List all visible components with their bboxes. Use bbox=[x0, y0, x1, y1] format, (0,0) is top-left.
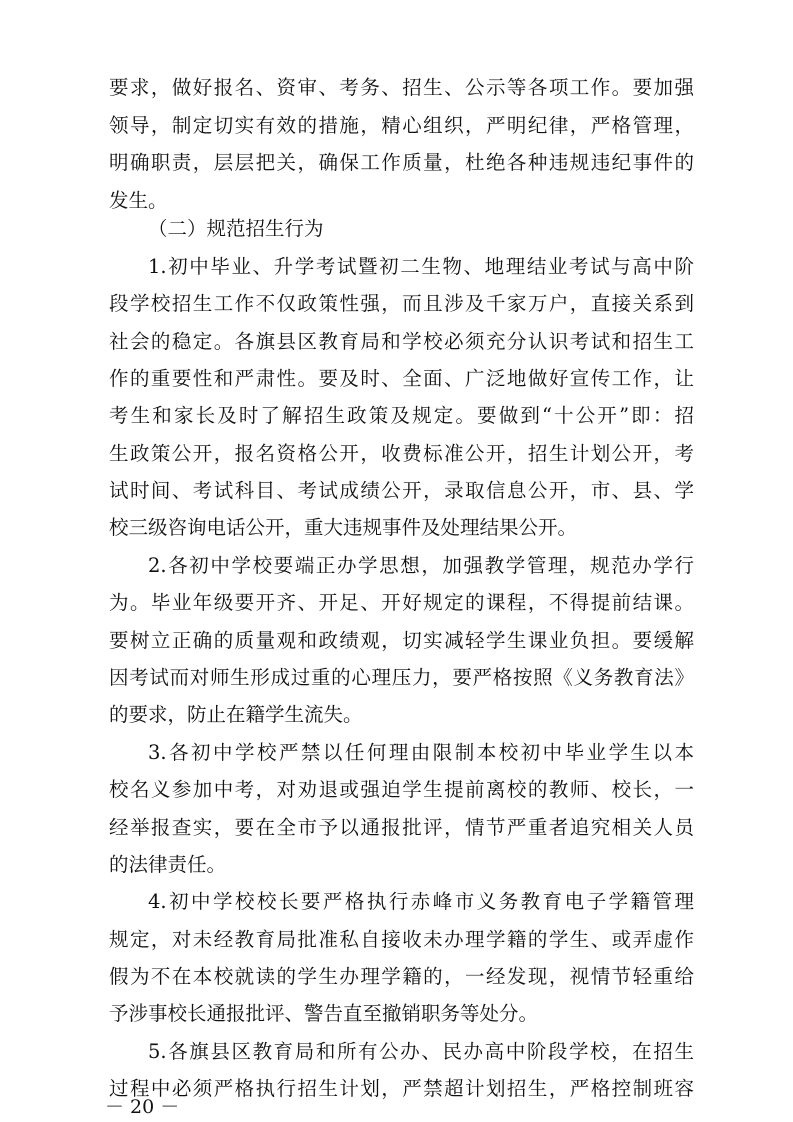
paragraph-line: 过程中必须严格执行招生计划，严禁超计划招生，严格控制班容 bbox=[109, 1077, 694, 1100]
paragraph-line: 规定，对未经教育局批准私自接收未办理学籍的学生、或弄虚作 bbox=[109, 928, 694, 951]
paragraph-line: 的法律责任。 bbox=[109, 853, 227, 876]
paragraph-line: 要树立正确的质量观和政绩观，切实减轻学生课业负担。要缓解 bbox=[109, 629, 694, 652]
paragraph-line: 校三级咨询电话公开，重大违规事件及处理结果公开。 bbox=[109, 516, 578, 539]
paragraph-line: 为。毕业年级要开齐、开足、开好规定的课程，不得提前结课。 bbox=[109, 591, 694, 614]
paragraph-line: 生政策公开，报名资格公开，收费标准公开，招生计划公开，考 bbox=[109, 442, 694, 465]
paragraph-line: 要求，做好报名、资审、考务、招生、公示等各项工作。要加强 bbox=[109, 76, 694, 99]
paragraph-line: 发生。 bbox=[109, 189, 168, 212]
paragraph-line: 作的重要性和严肃性。要及时、全面、广泛地做好宣传工作，让 bbox=[109, 367, 694, 390]
paragraph-line: 1.初中毕业、升学考试暨初二生物、地理结业考试与高中阶 bbox=[148, 255, 694, 278]
paragraph-line: 领导，制定切实有效的措施，精心组织，严明纪律，严格管理， bbox=[109, 114, 694, 137]
paragraph-line: 校名义参加中考，对劝退或强迫学生提前离校的教师、校长，一 bbox=[109, 778, 694, 801]
paragraph-line: 4.初中学校校长要严格执行赤峰市义务教育电子学籍管理 bbox=[148, 890, 694, 913]
paragraph-line: 因考试而对师生形成过重的心理压力，要严格按照《义务教育法》 bbox=[109, 666, 694, 689]
paragraph-line: 假为不在本校就读的学生办理学籍的，一经发现，视情节轻重给 bbox=[109, 965, 694, 988]
paragraph-line: 2.各初中学校要端正办学思想，加强教学管理，规范办学行 bbox=[148, 554, 694, 577]
paragraph-line: 明确职责，层层把关，确保工作质量，杜绝各种违规违纪事件的 bbox=[109, 151, 694, 174]
paragraph-line: 予涉事校长通报批评、警告直至撤销职务等处分。 bbox=[109, 1002, 539, 1025]
paragraph-line: 段学校招生工作不仅政策性强，而且涉及千家万户，直接关系到 bbox=[109, 292, 694, 315]
paragraph-line: 的要求，防止在籍学生流失。 bbox=[109, 703, 363, 726]
paragraph-line: 经举报查实，要在全市予以通报批评，情节严重者追究相关人员 bbox=[109, 816, 694, 839]
paragraph-line: 考生和家长及时了解招生政策及规定。要做到“十公开”即：招 bbox=[109, 404, 694, 427]
paragraph-line: 5.各旗县区教育局和所有公办、民办高中阶段学校，在招生 bbox=[148, 1040, 694, 1063]
page-number: － 20 － bbox=[105, 1096, 180, 1118]
paragraph-line: 3.各初中学校严禁以任何理由限制本校初中毕业学生以本 bbox=[148, 741, 694, 764]
paragraph-line: 社会的稳定。各旗县区教育局和学校必须充分认识考试和招生工 bbox=[109, 330, 694, 353]
section-heading: （二）规范招生行为 bbox=[148, 217, 324, 240]
paragraph-line: 试时间、考试科目、考试成绩公开，录取信息公开，市、县、学 bbox=[109, 479, 694, 502]
